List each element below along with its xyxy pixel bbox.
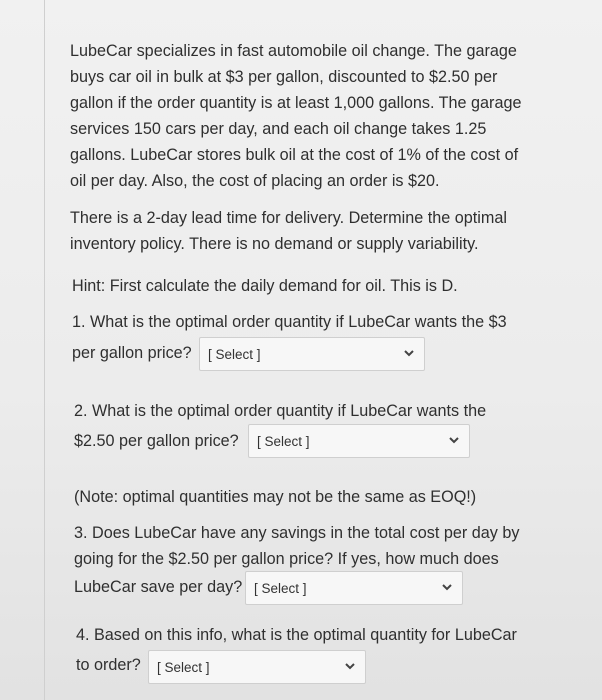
select-placeholder: [ Select ] [257,433,310,449]
question-4-select[interactable] [148,650,366,684]
question-3-line: going for the $2.50 per gallon price? If yes, how much does [74,550,499,568]
chevron-down-icon [404,348,414,358]
select-placeholder: [ Select ] [208,346,261,362]
chevron-down-icon [442,582,452,592]
question-3-prompt: LubeCar save per day? [74,578,243,596]
note-line: (Note: optimal quantities may not be the same as EOQ!) [74,488,477,506]
lead-time-line: inventory policy. There is no demand or supply variability. [70,235,479,253]
select-placeholder: [ Select ] [157,659,210,675]
question-4-line: 4. Based on this info, what is the optimal quantity for LubeCar [76,626,517,644]
note-text [74,484,476,510]
question-3-text [74,520,519,572]
intro-line: gallons. LubeCar stores bulk oil at the cost of 1% of the cost of [70,146,519,164]
question-2-line: 2. What is the optimal order quantity if LubeCar wants the [74,402,487,420]
intro-line: oil per day. Also, the cost of placing an order is $20. [70,172,440,190]
intro-line: services 150 cars per day, and each oil change takes 1.25 [70,120,487,138]
question-1-text [72,309,507,335]
intro-paragraph [70,38,521,194]
intro-line: LubeCar specializes in fast automobile oil change. The garage [70,42,517,60]
question-4-text [76,622,517,648]
question-2-select[interactable] [248,424,470,458]
question-2-prompt: $2.50 per gallon price? [74,432,239,450]
lead-time-paragraph [70,205,507,257]
question-2-text [74,398,486,424]
intro-line: gallon if the order quantity is at least 1,000 gallons. The garage [70,94,522,112]
select-placeholder: [ Select ] [254,580,307,596]
chevron-down-icon [345,661,355,671]
chevron-down-icon [449,435,459,445]
question-1-line: 1. What is the optimal order quantity if LubeCar wants the $3 [72,313,507,331]
lead-time-line: There is a 2-day lead time for delivery. Determine the optimal [70,209,507,227]
question-3-select[interactable] [245,571,463,605]
intro-line: buys car oil in bulk at $3 per gallon, discounted to $2.50 per [70,68,498,86]
hint-text [72,273,458,299]
question-1-prompt: per gallon price? [72,344,192,362]
question-4-prompt: to order? [76,656,141,674]
hint-line: Hint: First calculate the daily demand for oil. This is D. [72,277,458,295]
question-1-select[interactable] [199,337,425,371]
question-3-line: 3. Does LubeCar have any savings in the total cost per day by [74,524,520,542]
